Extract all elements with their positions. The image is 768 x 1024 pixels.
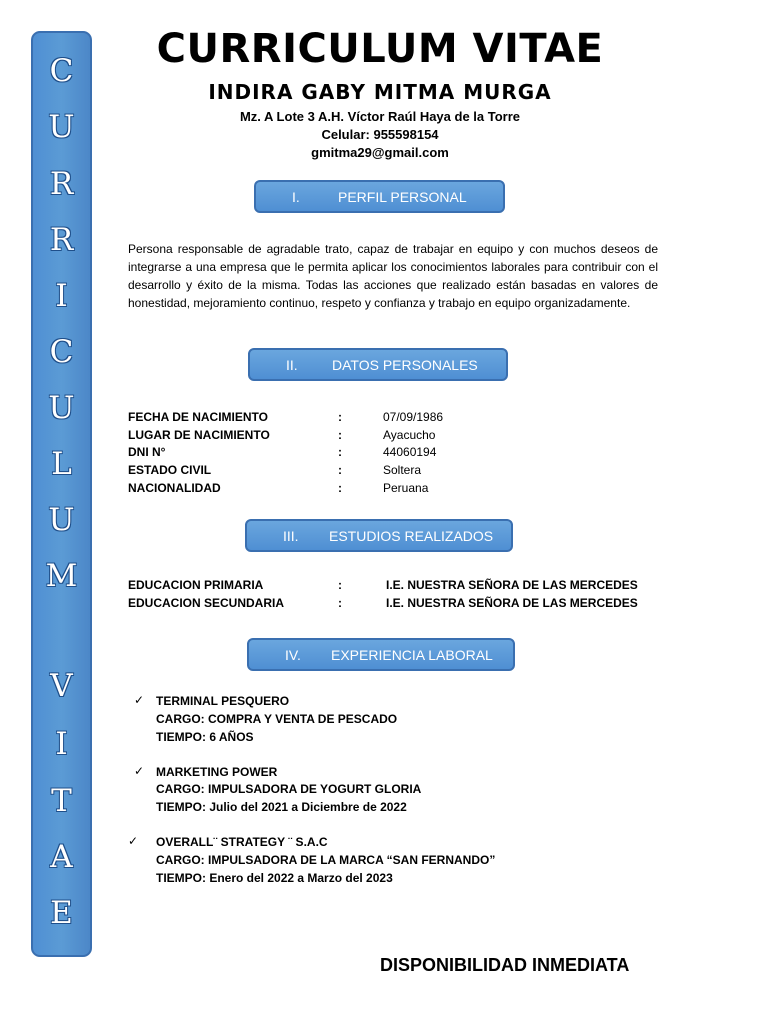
experience-time: TIEMPO: 6 AÑOS [156, 730, 254, 744]
checkmark-icon: ✓ [134, 693, 145, 707]
section-title: DATOS PERSONALES [332, 356, 478, 373]
experience-role: CARGO: IMPULSADORA DE LA MARCA “SAN FERNANDO” [156, 853, 496, 867]
section-header-perfil [254, 180, 505, 213]
sidebar-letter: I [55, 278, 68, 314]
sidebar-letter: C [49, 334, 74, 370]
sidebar-letter: L [51, 446, 72, 482]
sidebar-letter: R [49, 166, 74, 202]
sidebar-letter: M [45, 558, 78, 594]
candidate-name: INDIRA GABY MITMA MURGA [208, 80, 552, 104]
section-header-estudios [245, 519, 513, 552]
email-text: gmitma29@gmail.com [311, 145, 449, 160]
checkmark-icon: ✓ [134, 764, 145, 778]
sidebar-letter: U [48, 109, 75, 145]
experience-role: CARGO: COMPRA Y VENTA DE PESCADO [156, 712, 398, 726]
section-title: PERFIL PERSONAL [338, 188, 467, 205]
experience-role: CARGO: IMPULSADORA DE YOGURT GLORIA [156, 782, 422, 796]
study-value: I.E. NUESTRA SEÑORA DE LAS MERCEDES [386, 596, 638, 610]
section-number: IV. [285, 646, 301, 663]
personal-data-separator: : [338, 410, 342, 424]
personal-data-value: Soltera [383, 463, 422, 477]
personal-data-label: NACIONALIDAD [128, 481, 221, 495]
section-number: III. [283, 527, 299, 544]
availability-note: DISPONIBILIDAD INMEDIATA [380, 955, 630, 975]
personal-data-value: 07/09/1986 [383, 410, 444, 424]
experience-company: MARKETING POWER [156, 765, 278, 779]
experience-company: OVERALL¨ STRATEGY ¨ S.A.C [156, 835, 328, 849]
profile-paragraph: Persona responsable de agradable trato, capaz de trabajar en equipo y con muchos deseos de integrarse a una empresa que le permita aplicar los conocimientos laborales para contribuir con el desarrollo y éxito de la misma. Todas las acciones que realizado están basadas en valores de honestidad, mejoramiento continuo, respeto y confianza y trabajo en equipo organizadamente. [128, 242, 658, 310]
sidebar-letter: C [49, 53, 74, 89]
personal-data-label: LUGAR DE NACIMIENTO [128, 428, 270, 442]
sidebar-letter: V [50, 668, 73, 704]
sidebar-letter: A [50, 839, 73, 875]
sidebar-letter: R [49, 222, 74, 258]
sidebar-letter: U [48, 502, 75, 538]
experience-time: TIEMPO: Julio del 2021 a Diciembre de 2022 [156, 800, 407, 814]
personal-data-value: Ayacucho [383, 428, 436, 442]
personal-data-label: ESTADO CIVIL [128, 463, 212, 477]
sidebar-letter: T [51, 783, 72, 819]
personal-data-label: FECHA DE NACIMIENTO [128, 410, 269, 424]
study-label: EDUCACION SECUNDARIA [128, 596, 285, 610]
vertical-title-sidebar [31, 31, 92, 957]
personal-data-separator: : [338, 481, 342, 495]
personal-data-separator: : [338, 445, 342, 459]
checkmark-icon: ✓ [128, 834, 139, 848]
personal-data-label: DNI N° [128, 445, 166, 459]
address-text: Mz. A Lote 3 A.H. Víctor Raúl Haya de la Torre [239, 109, 521, 124]
sidebar-letter: I [55, 726, 68, 762]
sidebar-letter: E [50, 895, 73, 931]
section-title: EXPERIENCIA LABORAL [331, 646, 493, 663]
experience-time: TIEMPO: Enero del 2022 a Marzo del 2023 [156, 871, 393, 885]
study-label: EDUCACION PRIMARIA [128, 578, 264, 592]
personal-data-separator: : [338, 428, 342, 442]
study-value: I.E. NUESTRA SEÑORA DE LAS MERCEDES [386, 578, 638, 592]
study-separator: : [338, 578, 342, 592]
section-header-experiencia [247, 638, 515, 671]
study-separator: : [338, 596, 342, 610]
phone-text: Celular: 955598154 [321, 127, 439, 142]
section-number: I. [292, 188, 300, 205]
section-title: ESTUDIOS REALIZADOS [329, 527, 494, 544]
section-header-datos [248, 348, 508, 381]
personal-data-value: 44060194 [383, 445, 437, 459]
page-title: CURRICULUM VITAE [156, 26, 604, 72]
personal-data-value: Peruana [383, 481, 429, 495]
personal-data-separator: : [338, 463, 342, 477]
experience-company: TERMINAL PESQUERO [156, 694, 290, 708]
sidebar-letter: U [48, 390, 75, 426]
section-number: II. [286, 356, 298, 373]
